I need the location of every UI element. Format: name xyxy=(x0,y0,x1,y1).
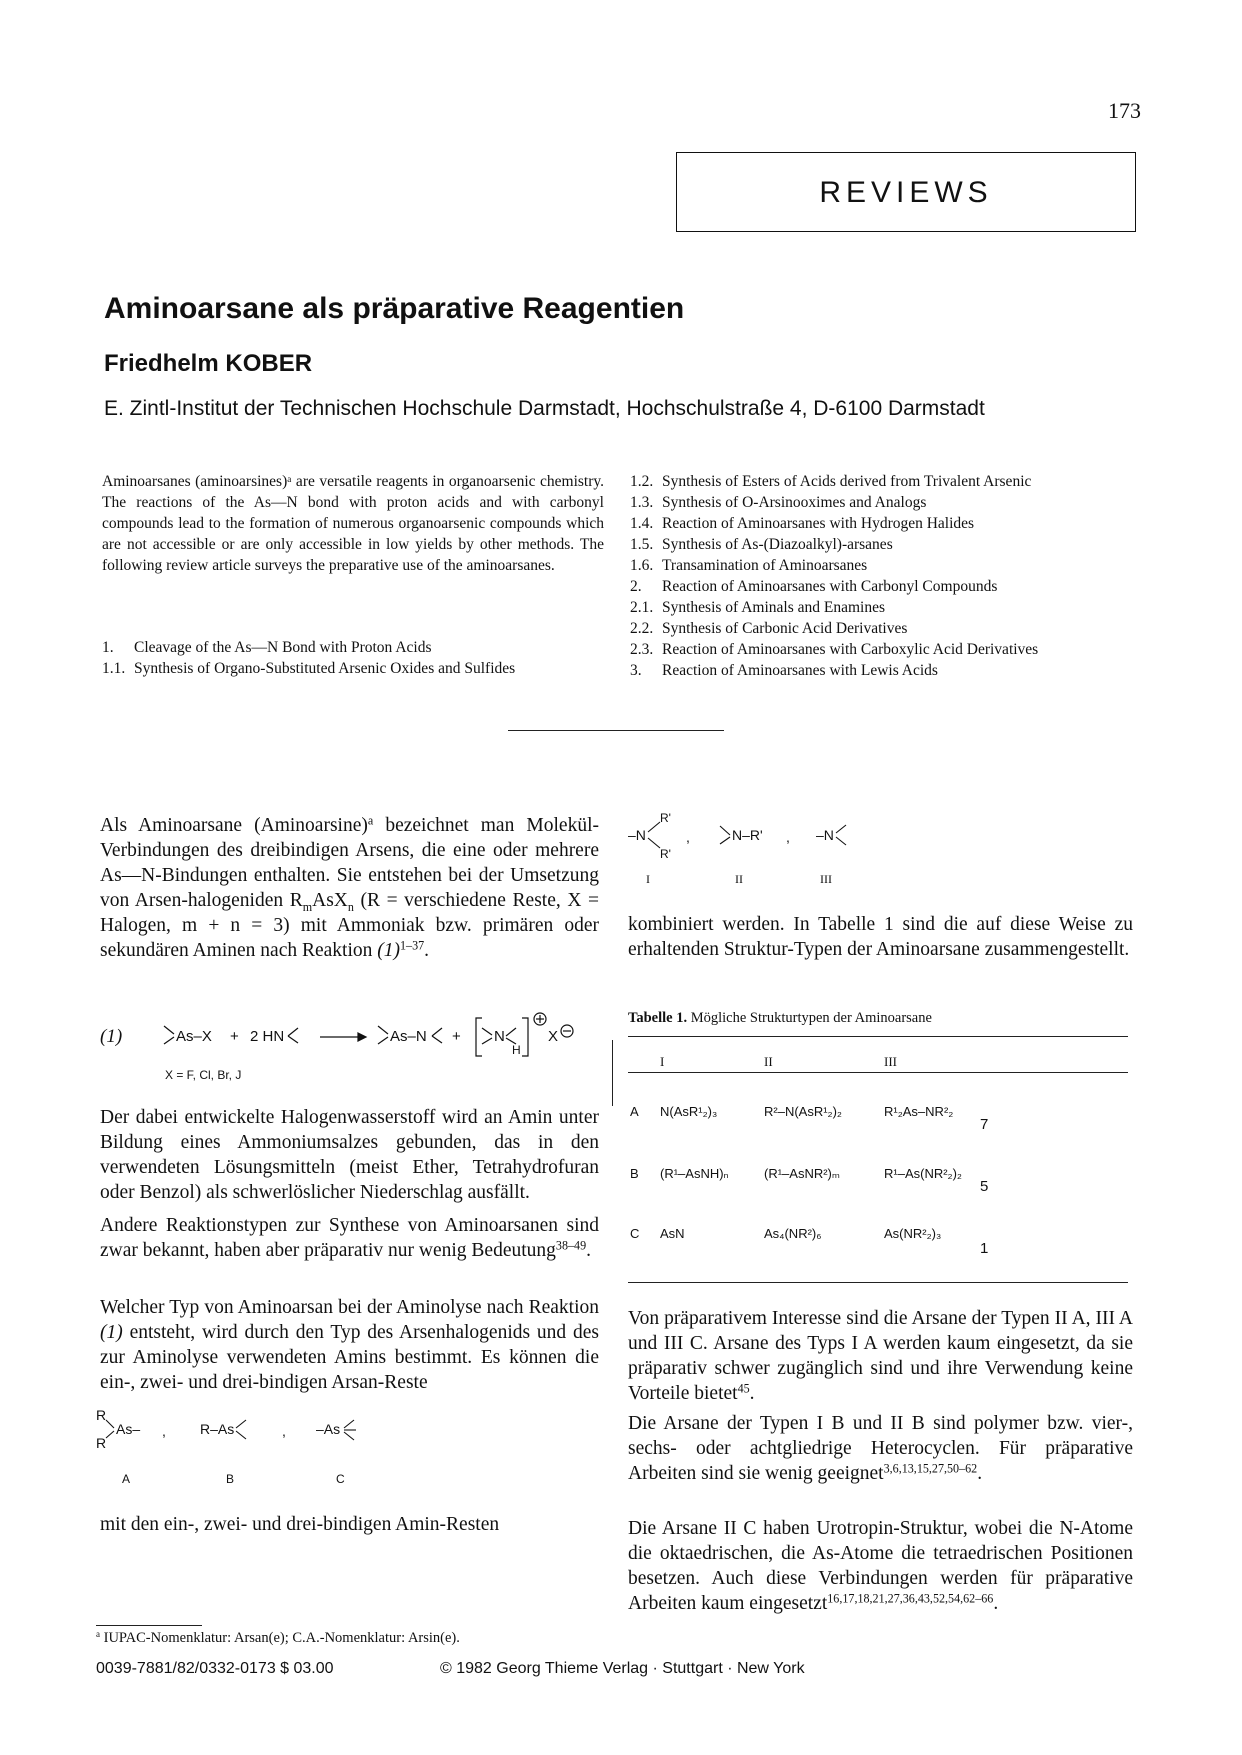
toc-entry xyxy=(102,658,622,679)
text-run: Welcher Typ von Aminoarsan bei der Aminolyse nach Reaktion xyxy=(100,1297,599,1318)
toc-number: 1.1. xyxy=(102,660,126,677)
bond-line xyxy=(836,837,846,845)
table-bottom-rule xyxy=(628,1282,1128,1283)
text-run: Die Arsane II C haben Urotropin-Struktur, wobei die N-Atome die oktaedrischen, die As-Atome die tetraedrischen Positionen besetzen. Auch diese Verbindungen werden für präparative Arbeiten kaum eingesetzt xyxy=(628,1518,1133,1614)
chem-text: As– xyxy=(116,1421,141,1437)
caption-label: Tabelle 1. xyxy=(628,1010,688,1026)
chem-text: –N xyxy=(628,827,646,843)
column-header: III xyxy=(884,1054,897,1069)
row-label: B xyxy=(630,1166,639,1181)
text-run: . xyxy=(977,1463,983,1484)
halogen-note: X = F, Cl, Br, J xyxy=(165,1068,242,1082)
citation: 16,17,18,21,27,36,43,52,54,62–66 xyxy=(827,1591,994,1606)
toc-label: Cleavage of the As—N Bond with Proton Acids xyxy=(134,639,432,656)
reaction-reference: (1) xyxy=(377,940,401,961)
paragraph: kombiniert werden. In Tabelle 1 sind die auf diese Weise zu erhaltenden Struktur-Typen der Aminoarsane zusammengestellt. xyxy=(628,914,1133,960)
chem-text: R' xyxy=(660,847,671,861)
bond-line xyxy=(344,1420,354,1428)
amin-label: II xyxy=(735,872,743,886)
bond-line xyxy=(432,1028,442,1036)
toc-label: Synthesis of Carbonic Acid Derivatives xyxy=(662,620,908,637)
toc-number: 1.3. xyxy=(630,494,654,511)
toc-label: Reaction of Aminoarsanes with Carboxylic Acid Derivatives xyxy=(662,641,1039,658)
bond-line xyxy=(164,1037,174,1044)
arsan-residues xyxy=(96,1406,396,1466)
footnote-marker: a xyxy=(367,813,374,828)
toc-right xyxy=(630,471,1150,681)
footer-code: 0039-7881/82/0332-0173 $ 03.00 xyxy=(96,1660,334,1677)
table-cell: AsN xyxy=(660,1226,685,1241)
text-run: Von präparativem Interesse sind die Arsane der Typen II A, III A und III C. Arsane des Typs I A werden kaum eingesetzt, da sie präparativ schwer zugänglich sind und ihre Verwendung keine Vorteile bietet xyxy=(628,1308,1133,1404)
chem-text: 2 HN xyxy=(250,1028,285,1045)
toc-entry xyxy=(630,597,1150,618)
bond-line xyxy=(378,1026,388,1034)
footnote-marker: a xyxy=(96,1629,100,1640)
bond-line xyxy=(236,1420,246,1428)
table-cell: (R¹–AsNR²)ₘ xyxy=(764,1166,840,1181)
bracket xyxy=(476,1018,482,1056)
toc-entry xyxy=(630,618,1150,639)
footnote-text: IUPAC-Nomenklatur: Arsan(e); C.A.-Nomenklatur: Arsin(e). xyxy=(100,1630,460,1646)
bond-line xyxy=(288,1036,298,1043)
paragraph xyxy=(628,1306,1133,1406)
chem-text: –As xyxy=(316,1421,341,1437)
toc-entry xyxy=(630,534,1150,555)
table-top-rule xyxy=(628,1036,1128,1037)
bond-line xyxy=(106,1431,114,1438)
text-run: AsX xyxy=(312,890,348,911)
citation: 38–49 xyxy=(555,1238,587,1253)
paragraph xyxy=(100,1295,599,1395)
count-value: 5 xyxy=(980,1178,989,1195)
bracket xyxy=(522,1018,528,1056)
bond-line xyxy=(344,1432,354,1440)
subscript: m xyxy=(302,899,313,914)
chem-text: , xyxy=(786,829,790,845)
toc-entry xyxy=(630,639,1150,660)
chem-text: , xyxy=(282,1423,286,1439)
citation: 1–37 xyxy=(400,938,425,953)
arsan-label: B xyxy=(226,1472,235,1486)
text-run: . xyxy=(993,1593,999,1614)
bond-line xyxy=(432,1036,442,1043)
caption-text: Mögliche Strukturtypen der Aminoarsane xyxy=(687,1010,932,1026)
paragraph xyxy=(628,1516,1133,1616)
citation: 3,6,13,15,27,50–62 xyxy=(883,1461,978,1476)
text-run: Die Arsane der Typen I B und II B sind polymer bzw. vier-, sechs- oder achtgliedrige Heterocyclen. Für präparative Arbeiten sind sie wenig geeignet xyxy=(628,1413,1133,1484)
bond-line xyxy=(720,837,730,844)
row-label: C xyxy=(630,1226,640,1241)
toc-number: 2.2. xyxy=(630,620,654,637)
chem-text: R xyxy=(96,1407,107,1423)
toc-label: Synthesis of As-(Diazoalkyl)-arsanes xyxy=(662,536,893,553)
article-affiliation: E. Zintl-Institut der Technischen Hochschule Darmstadt, Hochschulstraße 4, D-6100 Darmstadt xyxy=(104,397,985,420)
toc-label: Reaction of Aminoarsanes with Lewis Acids xyxy=(662,662,938,679)
chem-text: R–As xyxy=(200,1421,235,1437)
chem-text: R xyxy=(96,1435,107,1451)
chem-text: N xyxy=(494,1028,505,1045)
table-cell: R¹–As(NR²₂)₂ xyxy=(884,1166,962,1181)
paragraph: Der dabei entwickelte Halogenwasserstoff wird an Amin unter Bildung eines Ammoniumsalzes gebunden, das in den verwendeten Lösungsmitteln (meist Ether, Tetrahydrofuran oder Benzol) als schwerlöslicher Niederschlag ausfällt. xyxy=(100,1107,599,1203)
paragraph xyxy=(100,813,599,963)
table-header-rule xyxy=(628,1072,1128,1073)
toc-label: Synthesis of Aminals and Enamines xyxy=(662,599,886,616)
chem-text: As–N xyxy=(390,1028,427,1045)
count-value: 1 xyxy=(980,1240,989,1257)
arrow-head xyxy=(358,1033,366,1041)
bond-line xyxy=(106,1420,114,1428)
toc-entry xyxy=(630,513,1150,534)
reaction-label: (1) xyxy=(100,1026,123,1047)
bond-line xyxy=(482,1028,492,1035)
amin-label: I xyxy=(646,872,650,886)
arsan-label: C xyxy=(336,1472,345,1486)
page-number: 173 xyxy=(1108,98,1141,123)
table-cell: (R¹–AsNH)ₙ xyxy=(660,1166,729,1181)
text-run: Als Aminoarsane (Aminoarsine) xyxy=(100,815,368,836)
chem-text: –N xyxy=(816,827,834,843)
toc-number: 1.4. xyxy=(630,515,654,532)
abstract: Aminoarsanes (aminoarsines)ᵃ are versatile reagents in organoarsenic chemistry. The reactions of the As—N bond with proton acids and with carbonyl compounds lead to the formation of numerous organoarsenic compounds which are not accessible or are only accessible in low yields by other methods. The following review article surveys the preparative use of the aminoarsanes. xyxy=(102,473,604,574)
toc-entry xyxy=(630,576,1150,597)
toc-label: Synthesis of Esters of Acids derived from Trivalent Arsenic xyxy=(662,473,1032,490)
table-cell: N(AsR¹₂)₃ xyxy=(660,1104,718,1119)
text-run: . xyxy=(586,1240,591,1261)
toc-entry xyxy=(630,492,1150,513)
amin-label: III xyxy=(820,872,832,886)
footer-publisher: © 1982 Georg Thieme Verlag · Stuttgart · New York xyxy=(440,1660,805,1677)
chem-text: N–R' xyxy=(732,827,763,843)
reaction-scheme xyxy=(150,1010,610,1066)
amin-residues xyxy=(628,808,878,868)
toc-number: 3. xyxy=(630,662,642,679)
chem-text: + xyxy=(452,1028,461,1045)
text-run: Andere Reaktionstypen zur Synthese von Aminoarsanen sind zwar bekannt, haben aber präparativ nur wenig Bedeutung xyxy=(100,1215,599,1261)
chem-text: R' xyxy=(660,811,671,825)
toc-entry xyxy=(102,637,622,658)
count-value: 7 xyxy=(980,1116,989,1133)
bond-line xyxy=(720,826,730,835)
toc-entry xyxy=(630,471,1150,492)
subscript: n xyxy=(347,899,354,914)
text-run: . xyxy=(749,1383,755,1404)
toc-label: Synthesis of O-Arsinooximes and Analogs xyxy=(662,494,927,511)
bond-line xyxy=(378,1037,388,1044)
toc-label: Synthesis of Organo-Substituted Arsenic Oxides and Sulfides xyxy=(134,660,516,677)
paragraph: mit den ein-, zwei- und drei-bindigen Amin-Resten xyxy=(100,1514,500,1535)
text-run: (R = verschiedene Reste, X = Halogen, m + n = 3) mit Ammoniak bzw. primären oder sekundären Aminen nach Reaktion xyxy=(100,890,599,961)
toc-number: 2.3. xyxy=(630,641,654,658)
table-margin-line xyxy=(612,1040,613,1106)
chem-text: X xyxy=(548,1028,559,1045)
toc-number: 1.2. xyxy=(630,473,654,490)
paragraph xyxy=(628,1411,1133,1486)
chem-text: , xyxy=(686,829,690,845)
section-divider xyxy=(508,730,724,731)
bond-line xyxy=(288,1028,298,1036)
column-header: II xyxy=(764,1054,773,1069)
bond-line xyxy=(506,1028,516,1036)
table-cell: R²–N(AsR¹₂)₂ xyxy=(764,1104,842,1119)
toc-number: 1.5. xyxy=(630,536,654,553)
toc-entry xyxy=(630,660,1150,681)
text-run: bezeichnet man Molekül-Verbindungen des dreibindigen Arsens, die eine oder mehrere As—N-Bindungen enthalten. Sie entstehen bei der Umsetzung von Arsen-halogeniden R xyxy=(100,815,599,911)
table-cell: As(NR²₂)₃ xyxy=(884,1226,942,1241)
chem-text: , xyxy=(162,1423,166,1439)
arsan-label: A xyxy=(122,1472,131,1486)
table-cell: R¹₂As–NR²₂ xyxy=(884,1104,954,1119)
bond-line xyxy=(648,838,660,848)
toc-number: 1.6. xyxy=(630,557,654,574)
toc-number: 1. xyxy=(102,639,114,656)
chem-text: + xyxy=(230,1028,239,1045)
table-cell: As₄(NR²)₆ xyxy=(764,1226,822,1241)
bond-line xyxy=(648,822,660,832)
toc-number: 2. xyxy=(630,578,642,595)
section-label: REVIEWS xyxy=(819,176,993,209)
bond-line xyxy=(836,825,846,833)
bond-line xyxy=(164,1026,174,1034)
bond-line xyxy=(482,1038,492,1044)
paragraph xyxy=(100,1213,599,1263)
bond-line xyxy=(236,1431,246,1439)
text-run: . xyxy=(424,940,430,961)
row-label: A xyxy=(630,1104,639,1119)
footnote xyxy=(96,1630,460,1647)
toc-entry xyxy=(630,555,1150,576)
chem-text: As–X xyxy=(176,1028,212,1045)
column-header: I xyxy=(660,1054,665,1069)
article-author: Friedhelm KOBER xyxy=(104,350,313,377)
table-caption xyxy=(628,1010,932,1027)
text-run: entsteht, wird durch den Typ des Arsenhalogenids und des zur Aminolyse verwendeten Amins bestimmt. Es können die ein-, zwei- und drei-bindigen Arsan-Reste xyxy=(100,1322,599,1393)
footnote-rule xyxy=(96,1625,202,1626)
toc-label: Reaction of Aminoarsanes with Carbonyl Compounds xyxy=(662,578,998,595)
citation: 45 xyxy=(737,1381,750,1396)
reaction-reference: (1) xyxy=(100,1322,123,1343)
toc-label: Transamination of Aminoarsanes xyxy=(662,557,868,574)
article-title: Aminoarsane als präparative Reagentien xyxy=(104,292,685,325)
chem-text: H xyxy=(512,1043,521,1057)
toc-left xyxy=(102,637,622,679)
toc-number: 2.1. xyxy=(630,599,654,616)
toc-label: Reaction of Aminoarsanes with Hydrogen Halides xyxy=(662,515,975,532)
